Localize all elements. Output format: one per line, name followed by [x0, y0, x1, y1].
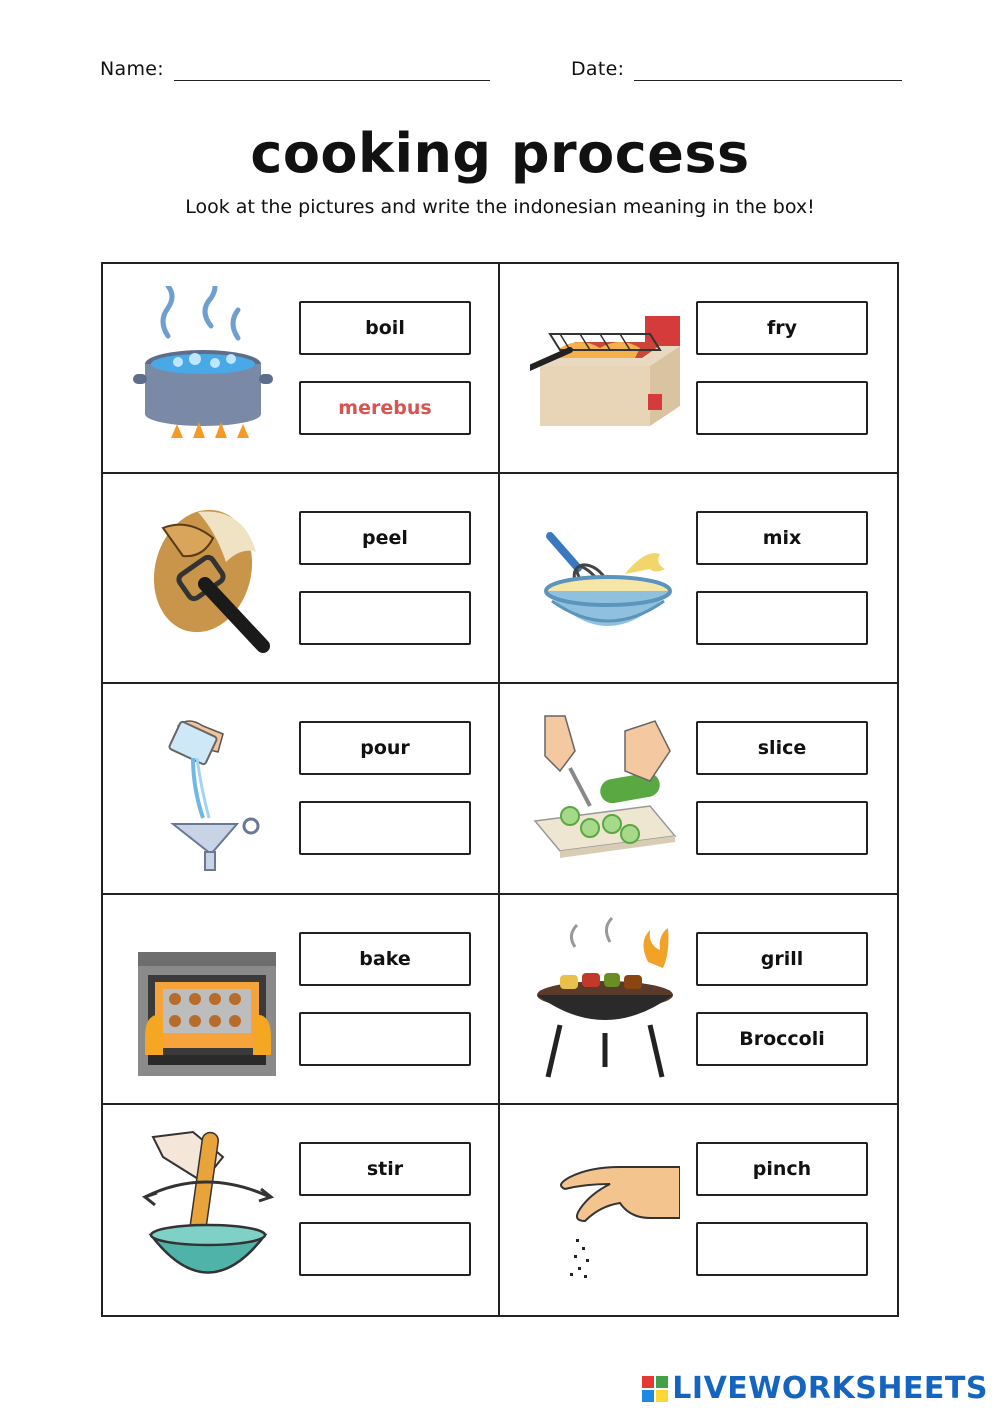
pinch-salt-icon: [530, 1127, 680, 1293]
cell-peel: [103, 474, 500, 684]
answer-box-boil[interactable]: merebus: [299, 381, 471, 435]
word-box-stir: stir: [299, 1142, 471, 1196]
deep-fryer-icon: [530, 286, 680, 452]
word-box-pour: pour: [299, 721, 471, 775]
liveworksheets-logo[interactable]: [642, 1371, 988, 1406]
bbq-grill-icon: [530, 917, 680, 1083]
answer-box-grill[interactable]: Broccoli: [696, 1012, 868, 1066]
liveworksheets-brand: LIVEWORKSHEETS: [672, 1371, 988, 1406]
oven-cookies-icon: [133, 917, 283, 1083]
name-field: [100, 58, 164, 80]
answer-box-bake[interactable]: [299, 1012, 471, 1066]
word-box-slice: slice: [696, 721, 868, 775]
date-line[interactable]: [634, 80, 902, 81]
slice-cucumber-icon: [530, 706, 680, 872]
answer-box-pinch[interactable]: [696, 1222, 868, 1276]
word-box-peel: peel: [299, 511, 471, 565]
answer-box-peel[interactable]: [299, 591, 471, 645]
boiling-pot-icon: [133, 286, 283, 452]
cell-fry: [500, 264, 897, 474]
cell-slice: [500, 684, 897, 894]
cell-bake: [103, 895, 500, 1105]
cell-stir: [103, 1105, 500, 1315]
name-label: Name:: [100, 58, 164, 80]
instructions: Look at the pictures and write the indonesian meaning in the box!: [185, 196, 815, 218]
word-box-grill: grill: [696, 932, 868, 986]
answer-box-fry[interactable]: [696, 381, 868, 435]
liveworksheets-logo-icon: [642, 1376, 668, 1402]
cell-mix: [500, 474, 897, 684]
cell-grill: [500, 895, 897, 1105]
answer-box-mix[interactable]: [696, 591, 868, 645]
cell-pinch: [500, 1105, 897, 1315]
stir-bowl-icon: [133, 1127, 283, 1293]
potato-peeler-icon: [133, 496, 283, 662]
word-box-fry: fry: [696, 301, 868, 355]
cell-boil: [103, 264, 500, 474]
name-line[interactable]: [174, 80, 490, 81]
answer-box-pour[interactable]: [299, 801, 471, 855]
pour-funnel-icon: [133, 706, 283, 872]
whisk-bowl-icon: [530, 496, 680, 662]
answer-box-slice[interactable]: [696, 801, 868, 855]
worksheet-grid: [101, 262, 899, 1317]
word-box-mix: mix: [696, 511, 868, 565]
word-box-bake: bake: [299, 932, 471, 986]
cell-pour: [103, 684, 500, 894]
word-box-boil: boil: [299, 301, 471, 355]
date-field: [571, 58, 624, 80]
answer-box-stir[interactable]: [299, 1222, 471, 1276]
page-title: cooking process: [250, 122, 750, 185]
date-label: Date:: [571, 58, 625, 80]
word-box-pinch: pinch: [696, 1142, 868, 1196]
